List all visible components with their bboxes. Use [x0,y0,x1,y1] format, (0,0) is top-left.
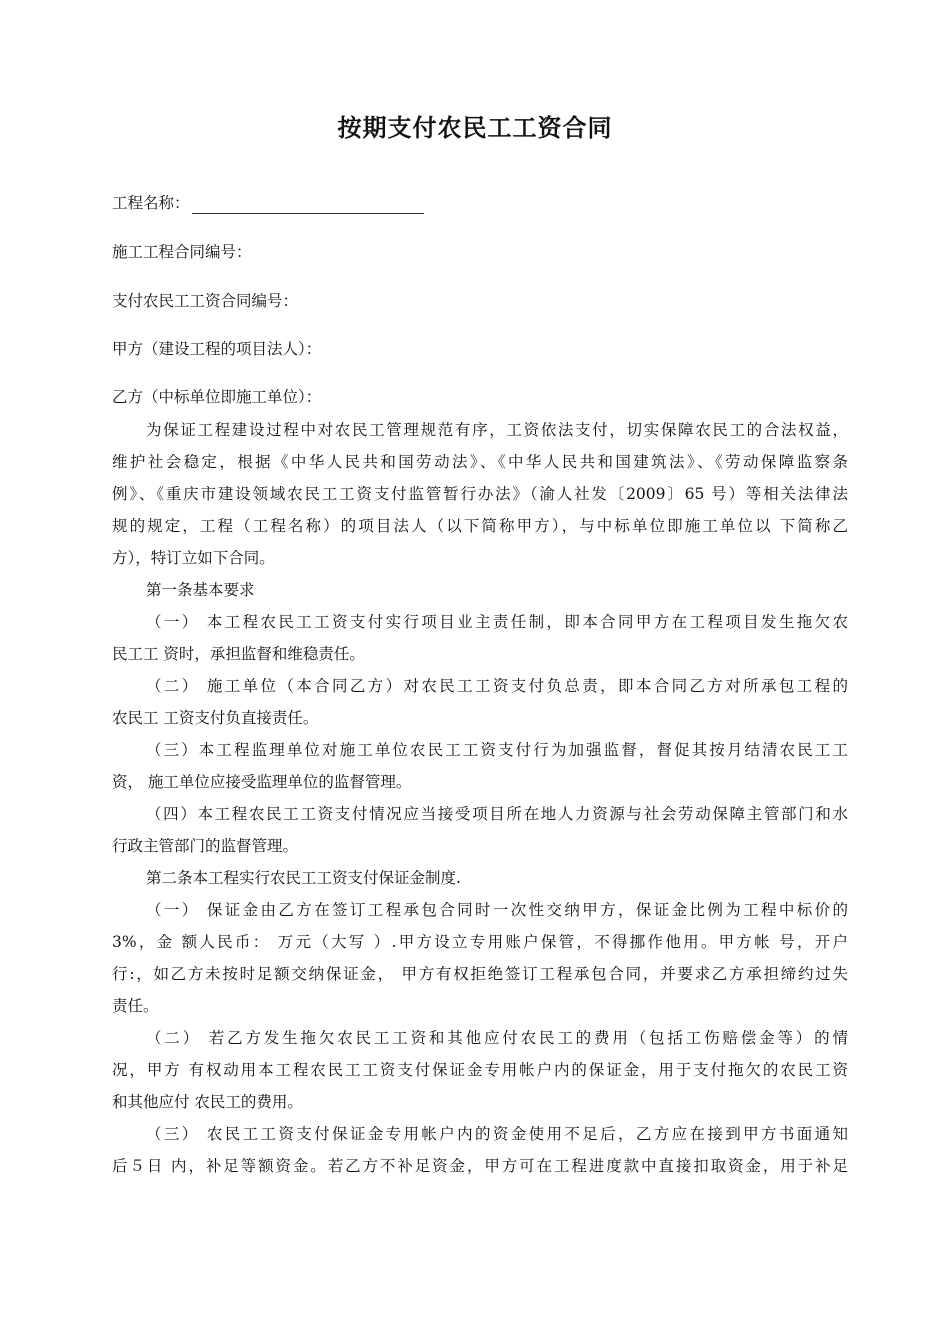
body-line: 和其他应付 农民工的费用。 [112,1093,303,1111]
wage-contract-no-field: 支付农民工工资合同编号： [112,292,299,310]
body-line: （三） 农民工工资支付保证金专用帐户内的资金使用不足后，乙方应在接到甲方书面通知 [146,1125,848,1143]
article-heading: 第二条本工程实行农民工工资支付保证金制度. [146,869,461,887]
article-heading: 第一条基本要求 [146,581,255,599]
party-a-field: 甲方（建设工程的项目法人）： [112,340,322,358]
body-line: 例》、《重庆市建设领域农民工工资支付监管暂行办法》（渝人社发〔2009〕65 号）等相关法律法 [112,485,848,503]
body-line: （二） 若乙方发生拖欠农民工工资和其他应付农民工的费用（包括工伤赔偿金等）的情 [146,1029,848,1047]
project-name-field [112,192,852,214]
document-title: 按期支付农民工工资合同 [337,114,613,142]
body-line: 3%，金 额人民币： 万元（大写 ）.甲方设立专用账户保管，不得挪作他用。甲方帐 号，开户 [112,933,848,951]
body-line: 维护社会稳定，根据《中华人民共和国劳动法》、《中华人民共和国建筑法》、《劳动保障监察条 [112,453,848,471]
body-line: （四）本工程农民工工资支付情况应当接受项目所在地人力资源与社会劳动保障主管部门和水 [146,805,848,823]
construction-contract-no-field: 施工工程合同编号： [112,243,252,261]
project-name-blank [192,195,424,214]
body-line: 方），特订立如下合同。 [112,549,275,567]
body-line: （一） 保证金由乙方在签订工程承包合同时一次性交纳甲方，保证金比例为工程中标价的 [146,901,848,919]
body-line: 行:，如乙方未按时足额交纳保证金， 甲方有权拒绝签订工程承包合同，并要求乙方承担缔约过失 [112,965,848,983]
body-line: 规的规定，工程（工程名称）的项目法人（以下简称甲方），与中标单位即施工单位以 下简称乙 [112,517,848,535]
body-line: 民工工 资时，承担监督和维稳责任。 [112,645,365,663]
body-line: （一） 本工程农民工工资支付实行项目业主责任制，即本合同甲方在工程项目发生拖欠农 [146,613,848,631]
party-b-field: 乙方（中标单位即施工单位）： [112,388,322,406]
body-line: （三）本工程监理单位对施工单位农民工工资支付行为加强监督，督促其按月结清农民工工 [146,741,848,759]
body-line: 为保证工程建设过程中对农民工管理规范有序，工资依法支付，切实保障农民工的合法权益， [146,421,848,439]
body-line: 后５日 内，补足等额资金。若乙方不补足资金，甲方可在工程进度款中直接扣取资金，用于补足 [112,1157,848,1175]
body-line: 行政主管部门的监督管理。 [112,837,299,855]
body-line: 况，甲方 有权动用本工程农民工工资支付保证金专用帐户内的保证金，用于支付拖欠的农民工资 [112,1061,848,1079]
body-line: 责任。 [112,997,159,1015]
project-name-label: 工程名称： [112,194,190,212]
body-line: 资， 施工单位应接受监理单位的监督管理。 [112,773,412,791]
body-line: 农民工 工资支付负直接责任。 [112,709,319,727]
contract-body [112,414,848,1182]
body-line: （二） 施工单位（本合同乙方）对农民工工资支付负总责，即本合同乙方对所承包工程的 [146,677,848,695]
